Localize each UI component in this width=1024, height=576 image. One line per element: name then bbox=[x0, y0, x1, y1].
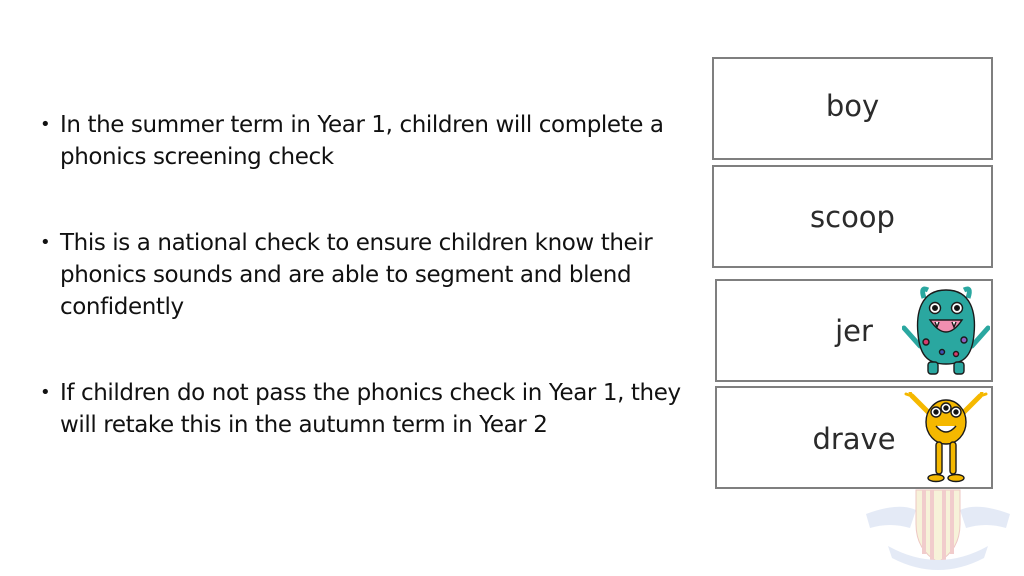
bullet-dot: • bbox=[40, 114, 51, 135]
card-word: scoop bbox=[810, 200, 895, 234]
school-crest-watermark bbox=[858, 484, 1018, 570]
bullet-item bbox=[40, 227, 705, 323]
bullet-dot: • bbox=[40, 232, 51, 253]
bullet-text: This is a national check to ensure children know their phonics sounds and are able to segment and blend confidently bbox=[60, 230, 653, 320]
card-word: jer bbox=[835, 314, 873, 348]
word-card-real bbox=[712, 165, 993, 268]
card-word: drave bbox=[812, 422, 896, 456]
bullet-text: In the summer term in Year 1, children will complete a phonics screening check bbox=[60, 112, 664, 170]
bullet-text: If children do not pass the phonics check in Year 1, they will retake this in the autumn term in Year 2 bbox=[60, 380, 681, 438]
word-card-real bbox=[712, 57, 993, 160]
bullet-dot: • bbox=[40, 382, 51, 403]
yellow-alien-icon bbox=[902, 392, 990, 484]
teal-monster-icon bbox=[902, 284, 990, 376]
bullet-item bbox=[40, 377, 705, 441]
card-word: boy bbox=[825, 89, 880, 123]
bullet-item bbox=[40, 109, 705, 173]
